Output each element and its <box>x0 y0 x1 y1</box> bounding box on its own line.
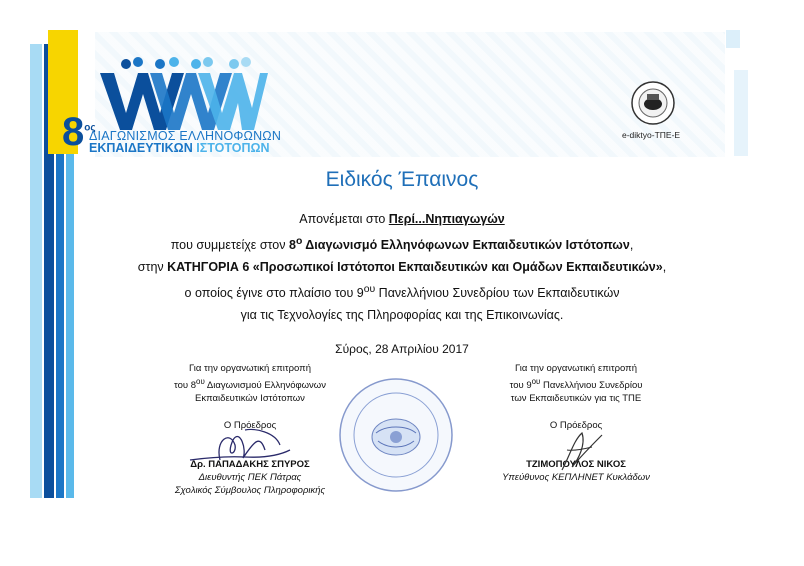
body-line-3: στην ΚΑΤΗΓΟΡΙΑ 6 «Προσωπικοί Ιστότοποι Εκπαιδευτικών και Ομάδων Εκπαιδευτικών», <box>137 260 667 275</box>
signatory-name-right: ΤΖΙΜΟΠΟΥΛΟΣ ΝΙΚΟΣ <box>526 459 626 471</box>
logo-line1: ΔΙΑΓΩΝΙΣΜΟΣ ΕΛΛΗΝΟΦΩΝΩΝ <box>89 129 282 143</box>
official-stamp-icon <box>336 375 456 495</box>
logo-ordinal: $8^{o\varsigma}$ <box>62 110 96 154</box>
decorative-block <box>734 70 748 156</box>
body-line-1: Απονέμεται στο Περί...Νηπιαγωγών <box>299 212 505 226</box>
signature-right-icon <box>552 425 612 475</box>
body-line-2: που συμμετείχε στον $8^o$ Διαγωνισμό Ελληνόφωνων Εκπαιδευτικών Ιστότοπων, <box>170 235 634 252</box>
recipient-name: Περί...Νηπιαγωγών <box>388 212 505 226</box>
decorative-block <box>726 30 740 48</box>
logo-line2: ΕΚΠΑΙΔΕΥΤΙΚΩΝ ΙΣΤΟΤΟΠΩΝ <box>89 141 270 155</box>
signature-block-left: Για την οργανωτική επιτροπή του $8^{o\upsilon}$ Διαγωνισμού Ελληνόφωνων Εκπαιδευτικών Ιστότοπων Ο Πρόεδρος Δρ. ΠΑΠΑΔΑΚΗΣ ΣΠΥΡΟΣ Διευθυντής ΠΕΚ Πάτρας Σχολικός Σύμβουλος Πληροφορικής <box>150 362 350 497</box>
body-line-5: για τις Τεχνολογίες της Πληροφορίας και της Επικοινωνίας. <box>240 308 564 323</box>
certificate-body <box>60 208 744 327</box>
ediktyo-logo-icon <box>630 80 676 126</box>
decorative-stripe <box>30 44 42 498</box>
signatory-name-left: Δρ. ΠΑΠΑΔΑΚΗΣ ΣΠΥΡΟΣ <box>190 459 310 471</box>
signature-block-right: Για την οργανωτική επιτροπή του $9^{o\upsilon}$ Πανελλήνιου Συνεδρίου των Εκπαιδευτικών για τις ΤΠΕ Ο Πρόεδρος ΤΖΙΜΟΠΟΥΛΟΣ ΝΙΚΟΣ Υπεύθυνος ΚΕΠΛΗΝΕΤ Κυκλάδων <box>476 362 676 484</box>
body-line-4: ο οποίος έγινε στο πλαίσιο του $9^{o\upsilon}$ Πανελλήνιου Συνεδρίου των Εκπαιδευτικών <box>184 283 620 300</box>
certificate-date: Σύρος, 28 Απριλίου 2017 <box>335 342 469 356</box>
ediktyo-label: e-diktyo-ΤΠΕ-Ε <box>622 130 681 140</box>
signature-left-icon <box>185 420 295 470</box>
certificate-title: Ειδικός Έπαινος <box>325 168 479 191</box>
